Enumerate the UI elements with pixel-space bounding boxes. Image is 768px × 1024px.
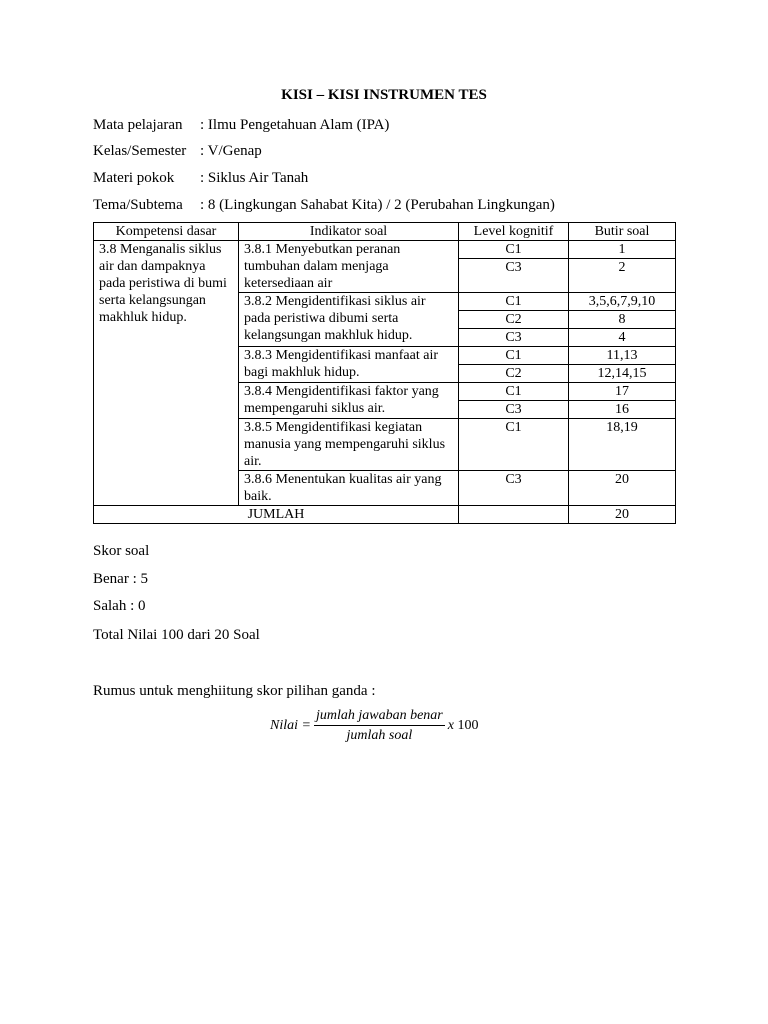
level-cell: C1 — [459, 293, 569, 311]
total-label: JUMLAH — [94, 506, 459, 524]
kisi-table — [93, 222, 676, 524]
meta-row-mata-pelajaran — [93, 116, 389, 134]
butir-cell: 2 — [569, 259, 676, 293]
meta-value: : 8 (Lingkungan Sahabat Kita) / 2 (Perubahan Lingkungan) — [200, 197, 555, 213]
skor-total: Total Nilai 100 dari 20 Soal — [93, 627, 260, 643]
total-row — [94, 506, 676, 524]
score-formula — [270, 708, 478, 744]
skor-heading: Skor soal — [93, 543, 150, 559]
rumus-intro: Rumus untuk menghiitung skor pilihan ganda : — [93, 683, 376, 699]
total-level-empty — [459, 506, 569, 524]
header-butir: Butir soal — [569, 223, 676, 241]
level-cell: C1 — [459, 383, 569, 401]
meta-value: : V/Genap — [200, 143, 262, 159]
meta-label: Kelas/Semester — [93, 143, 187, 159]
level-cell: C2 — [459, 311, 569, 329]
butir-cell: 20 — [569, 471, 676, 506]
skor-salah: Salah : 0 — [93, 598, 146, 614]
butir-cell: 18,19 — [569, 419, 676, 471]
formula-fraction — [314, 708, 445, 744]
table-row — [94, 241, 676, 259]
meta-label: Tema/Subtema — [93, 197, 183, 213]
indikator-cell: 3.8.2 Mengidentifikasi siklus air pada peristiwa dibumi serta kelangsungan makhluk hidup. — [239, 293, 459, 347]
butir-cell: 1 — [569, 241, 676, 259]
formula-denominator: jumlah soal — [346, 728, 413, 743]
indikator-cell: 3.8.1 Menyebutkan peranan tumbuhan dalam menjaga ketersediaan air — [239, 241, 459, 293]
table-header-row — [94, 223, 676, 241]
meta-row-materi-pokok — [93, 169, 308, 187]
butir-cell: 8 — [569, 311, 676, 329]
butir-cell: 11,13 — [569, 347, 676, 365]
formula-numerator: jumlah jawaban benar — [314, 708, 445, 726]
level-cell: C3 — [459, 329, 569, 347]
level-cell: C1 — [459, 419, 569, 471]
level-cell: C1 — [459, 241, 569, 259]
butir-cell: 3,5,6,7,9,10 — [569, 293, 676, 311]
level-cell: C3 — [459, 259, 569, 293]
butir-cell: 16 — [569, 401, 676, 419]
level-cell: C1 — [459, 347, 569, 365]
meta-row-tema-subtema — [93, 196, 555, 214]
header-indikator: Indikator soal — [239, 223, 459, 241]
indikator-cell: 3.8.5 Mengidentifikasi kegiatan manusia yang mempengaruhi siklus air. — [239, 419, 459, 471]
meta-label: Mata pelajaran — [93, 117, 183, 133]
level-cell: C3 — [459, 471, 569, 506]
indikator-cell: 3.8.4 Mengidentifikasi faktor yang mempengaruhi siklus air. — [239, 383, 459, 419]
skor-benar: Benar : 5 — [93, 571, 148, 587]
butir-cell: 4 — [569, 329, 676, 347]
level-cell: C2 — [459, 365, 569, 383]
meta-value: : Siklus Air Tanah — [200, 170, 309, 186]
meta-row-kelas-semester — [93, 142, 262, 160]
header-level: Level kognitif — [459, 223, 569, 241]
butir-cell: 17 — [569, 383, 676, 401]
formula-times: x — [447, 718, 454, 733]
indikator-cell: 3.8.3 Mengidentifikasi manfaat air bagi makhluk hidup. — [239, 347, 459, 383]
indikator-cell: 3.8.6 Menentukan kualitas air yang baik. — [239, 471, 459, 506]
header-kompetensi: Kompetensi dasar — [94, 223, 239, 241]
total-value: 20 — [569, 506, 676, 524]
formula-multiplier: 100 — [457, 718, 479, 733]
meta-label: Materi pokok — [93, 170, 175, 186]
butir-cell: 12,14,15 — [569, 365, 676, 383]
formula-lhs: Nilai = — [270, 718, 311, 733]
level-cell: C3 — [459, 401, 569, 419]
meta-value: : Ilmu Pengetahuan Alam (IPA) — [200, 117, 390, 133]
document-title: KISI – KISI INSTRUMEN TES — [281, 87, 487, 103]
kompetensi-cell: 3.8 Menganalis siklus air dan dampaknya pada peristiwa di bumi serta kelangsungan makhluk hidup. — [94, 241, 239, 506]
